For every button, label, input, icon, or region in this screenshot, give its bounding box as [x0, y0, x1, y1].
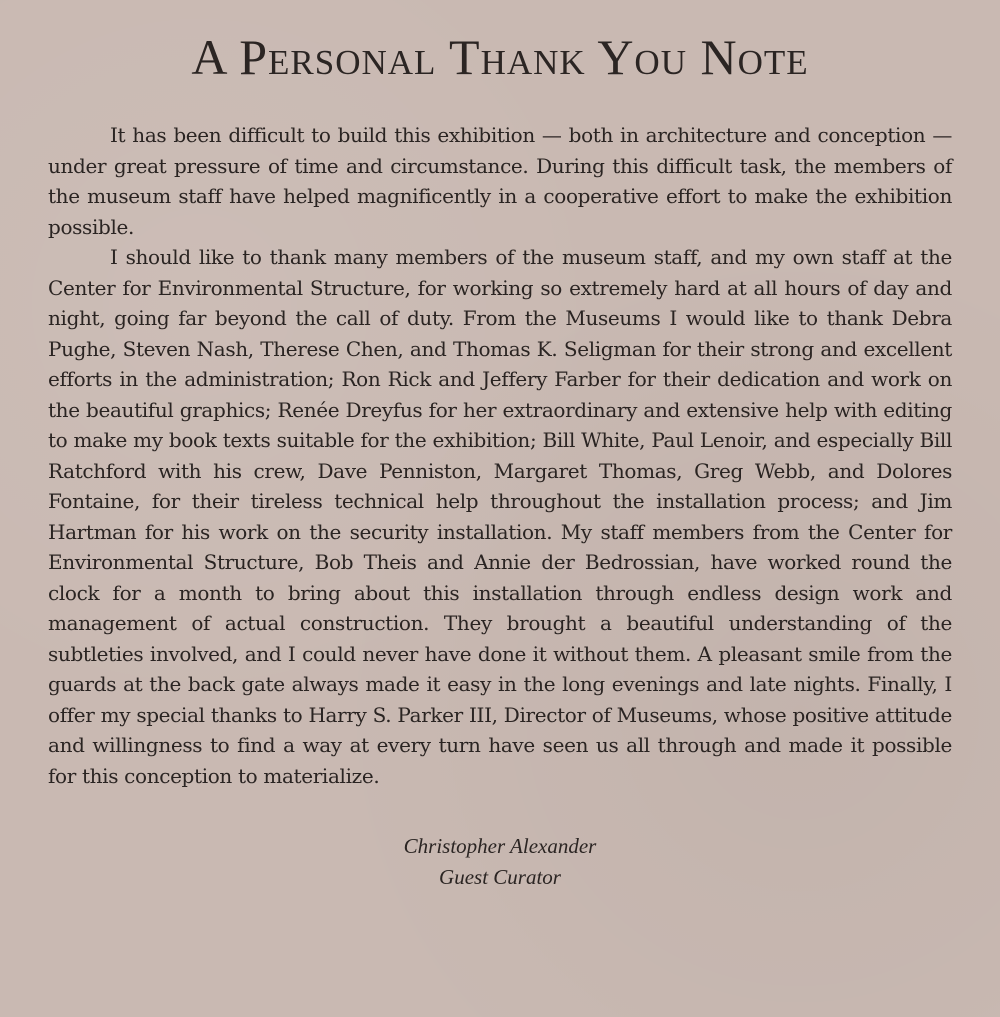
page-title: A Personal Thank You Note: [191, 29, 809, 85]
signature-role: Guest Curator: [439, 865, 561, 889]
paragraph-acknowledgements: I should like to thank many members of the museum staff, and my own staff at the Center for Environmental Structure, for working so extremely hard at all hours of day and night, going far beyond the call of duty. From the Museums I would like to thank Debra Pughe, Steven Nash, Therese Chen, and Thomas K. Seligman for their strong and excellent efforts in the administration; Ron Rick and Jeffery Farber for their dedication and work on the beautiful graphics; Renée Dreyfus for her extraordinary and extensive help with editing to make my book texts suitable for the exhibition; Bill White, Paul Lenoir, and especially Bill Ratchford with his crew, Dave Penniston, Margaret Thomas, Greg Webb, and Dolores Fontaine, for their tireless technical help throughout the installation process; and Jim Hartman for his work on the security installation. My staff members from the Center for Environmental Structure, Bob Theis and Annie der Bedrossian, have worked round the clock for a month to bring about this installation through endless design work and management of actual construction. They brought a beautiful understanding of the subtleties involved, and I could never have done it without them. A pleasant smile from the guards at the back gate always made it easy in the long evenings and late nights. Finally, I offer my special thanks to Harry S. Parker III, Director of Museums, whose positive attitude and willingness to find a way at every turn have seen us all through and made it possible for this conception to materialize.: [48, 245, 952, 788]
signature-name: Christopher Alexander: [403, 834, 597, 858]
signature-block: [48, 831, 952, 893]
paragraph-intro: It has been difficult to build this exhibition — both in architecture and conception — under great pressure of time and circumstance. During this difficult task, the members of the museum staff have helped magnificently in a cooperative effort to make the exhibition possible.: [48, 123, 952, 239]
